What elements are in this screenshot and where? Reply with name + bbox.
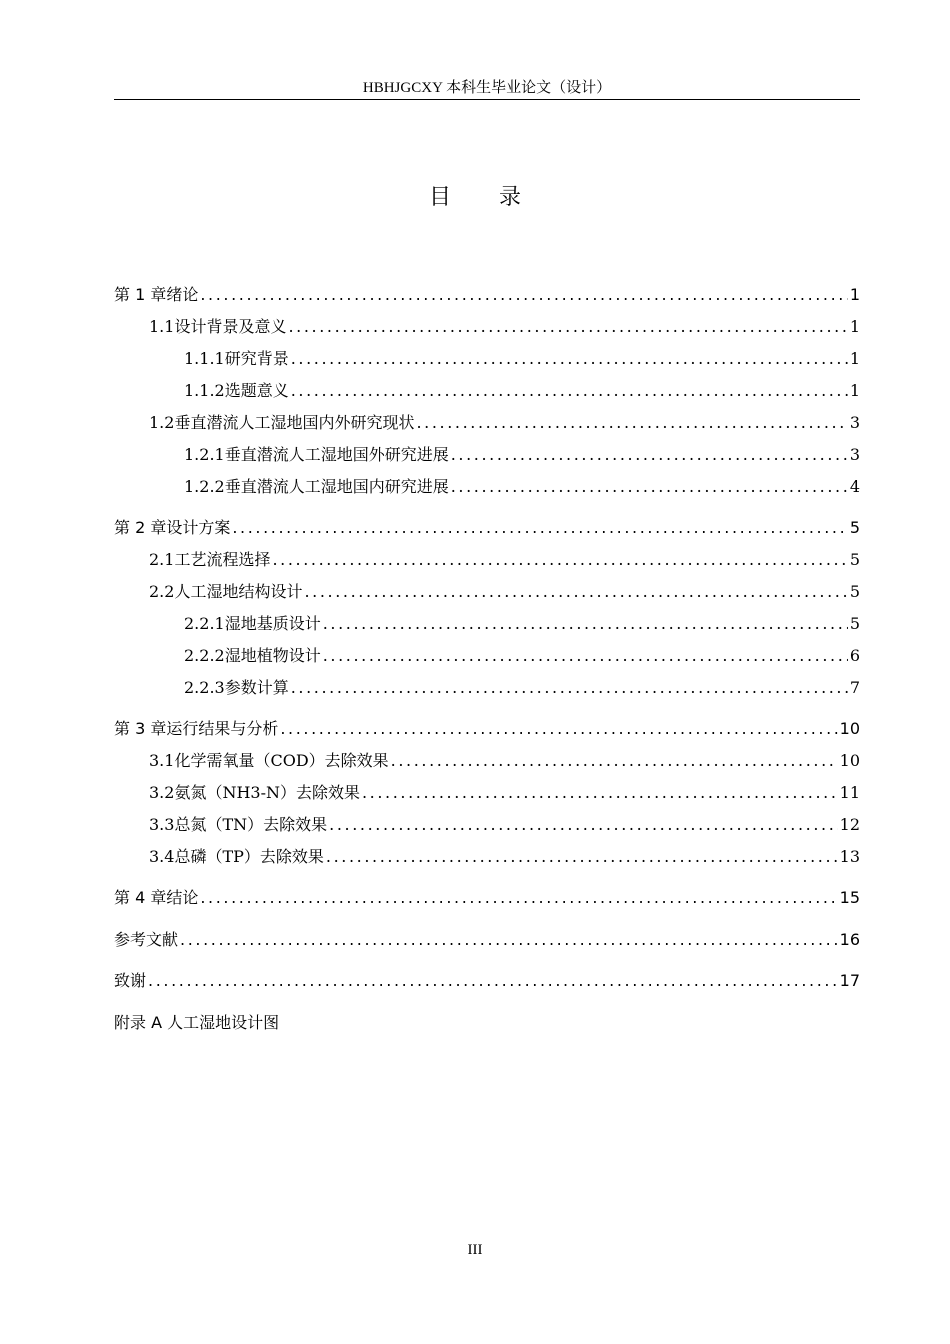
toc-entry-2-2-3[interactable] [114,675,860,698]
toc-entry-number: 2.1 [149,550,175,569]
toc-entry-page: 15 [839,888,860,907]
dot-leader [323,614,848,633]
toc-entry-2-2-1[interactable] [114,611,860,634]
page-number: III [467,1242,483,1258]
dot-leader [180,930,838,949]
toc-entry-label: 结论 [166,888,199,907]
dot-leader [200,285,847,304]
dot-leader [391,751,838,770]
toc-entry-page: 1 [849,285,860,304]
toc-entry-label: 附录 A 人工湿地设计图 [114,1013,280,1032]
toc-entry-number: 2.2.2 [184,646,225,665]
toc-entry-page: 5 [849,614,860,633]
toc-entry-number: 3.1 [149,751,175,770]
toc-entry-page: 1 [849,349,860,368]
toc-entry-number: 1.1.1 [184,349,225,368]
toc-entry-number: 1.2 [149,413,175,432]
toc-entry-number: 1.1 [149,317,175,336]
toc-entry-page: 13 [839,847,860,866]
running-header: HBHJGCXY 本科生毕业论文（设计） [362,80,612,96]
dot-leader [232,518,847,537]
dot-leader [416,413,847,432]
dot-leader [291,678,848,697]
toc-entry-label: 化学需氧量（COD）去除效果 [174,751,389,770]
toc-entry-label: 参数计算 [224,678,289,697]
toc-entry-page: 10 [839,751,860,770]
toc-entry-number: 2.2.1 [184,614,225,633]
toc-entry-page: 5 [849,550,860,569]
dot-leader [304,582,847,601]
dot-leader [451,477,848,496]
toc-entry-label: 垂直潜流人工湿地国外研究进展 [224,445,449,464]
toc-entry-2-1[interactable] [114,547,860,570]
dot-leader [272,550,847,569]
dot-leader [451,445,848,464]
toc-entry-page: 1 [849,381,860,400]
dot-leader [329,815,838,834]
toc-entry-label: 垂直潜流人工湿地国内研究进展 [224,477,449,496]
toc-entry-page: 11 [839,783,860,802]
toc-entry-label: 湿地植物设计 [224,646,321,665]
toc-entry-page: 3 [849,445,860,464]
toc-entry-chapter-4[interactable] [114,885,860,908]
page-title: 目录 [428,185,569,210]
toc-entry-label: 运行结果与分析 [166,719,279,738]
dot-leader [291,349,848,368]
toc-entry-chapter-1[interactable] [114,282,860,305]
toc-entry-chapter-3[interactable] [114,716,860,739]
toc-entry-label: 湿地基质设计 [224,614,321,633]
toc-entry-acknowledgements[interactable] [114,968,860,991]
dot-leader [326,847,838,866]
toc-entry-3-4[interactable] [114,844,860,867]
toc-entry-page: 7 [849,678,860,697]
toc-entry-number: 第 4 章 [114,888,167,907]
toc-entry-3-2[interactable] [114,780,860,803]
header-rule [114,99,860,100]
toc-entry-label: 研究背景 [224,349,289,368]
toc-entry-page: 5 [849,582,860,601]
toc-entry-number: 3.2 [149,783,175,802]
toc-entry-number: 2.2.3 [184,678,225,697]
dot-leader [200,888,837,907]
toc-entry-page: 3 [849,413,860,432]
toc-entry-1-2-1[interactable] [114,442,860,465]
toc-entry-1-2[interactable] [114,410,860,433]
toc-entry-number: 第 3 章 [114,719,167,738]
toc-entry-1-1-2[interactable] [114,378,860,401]
toc-entry-page: 4 [849,477,860,496]
toc-entry-number: 第 2 章 [114,518,167,537]
toc-entry-page: 1 [849,317,860,336]
toc-entry-number: 1.2.1 [184,445,225,464]
dot-leader [323,646,848,665]
toc-entry-label: 氨氮（NH3-N）去除效果 [174,783,360,802]
toc-entry-label: 人工湿地结构设计 [174,582,303,601]
toc-entry-number: 3.3 [149,815,175,834]
toc-entry-2-2[interactable] [114,579,860,602]
toc-entry-label: 总氮（TN）去除效果 [174,815,328,834]
toc-entry-page: 17 [839,971,860,990]
toc-entry-label: 致谢 [114,971,147,990]
toc-entry-label: 垂直潜流人工湿地国内外研究现状 [174,413,415,432]
toc-entry-1-2-2[interactable] [114,474,860,497]
toc-entry-3-1[interactable] [114,748,860,771]
dot-leader [288,317,847,336]
toc-entry-label: 工艺流程选择 [174,550,271,569]
toc-entry-references[interactable] [114,927,860,950]
toc-entry-number: 2.2 [149,582,175,601]
toc-entry-label: 参考文献 [114,930,179,949]
toc-entry-label: 选题意义 [224,381,289,400]
dot-leader [291,381,848,400]
toc-entry-1-1[interactable] [114,314,860,337]
toc-entry-label: 绪论 [166,285,199,304]
toc-entry-1-1-1[interactable] [114,346,860,369]
dot-leader [280,719,837,738]
toc-entry-page: 16 [839,930,860,949]
toc-entry-number: 1.1.2 [184,381,225,400]
toc-entry-page: 6 [849,646,860,665]
toc-entry-label: 设计背景及意义 [174,317,287,336]
dot-leader [362,783,838,802]
toc-entry-number: 3.4 [149,847,175,866]
toc-entry-3-3[interactable] [114,812,860,835]
toc-entry-number: 第 1 章 [114,285,167,304]
toc-entry-appendix[interactable] [114,1010,860,1033]
dot-leader [148,971,838,990]
toc-entry-chapter-2[interactable] [114,515,860,538]
toc-entry-page: 5 [849,518,860,537]
toc-entry-page: 12 [839,815,860,834]
toc-entry-label: 总磷（TP）去除效果 [174,847,324,866]
toc-entry-page: 10 [839,719,860,738]
toc-entry-2-2-2[interactable] [114,643,860,666]
toc-entry-number: 1.2.2 [184,477,225,496]
toc-entry-label: 设计方案 [166,518,231,537]
